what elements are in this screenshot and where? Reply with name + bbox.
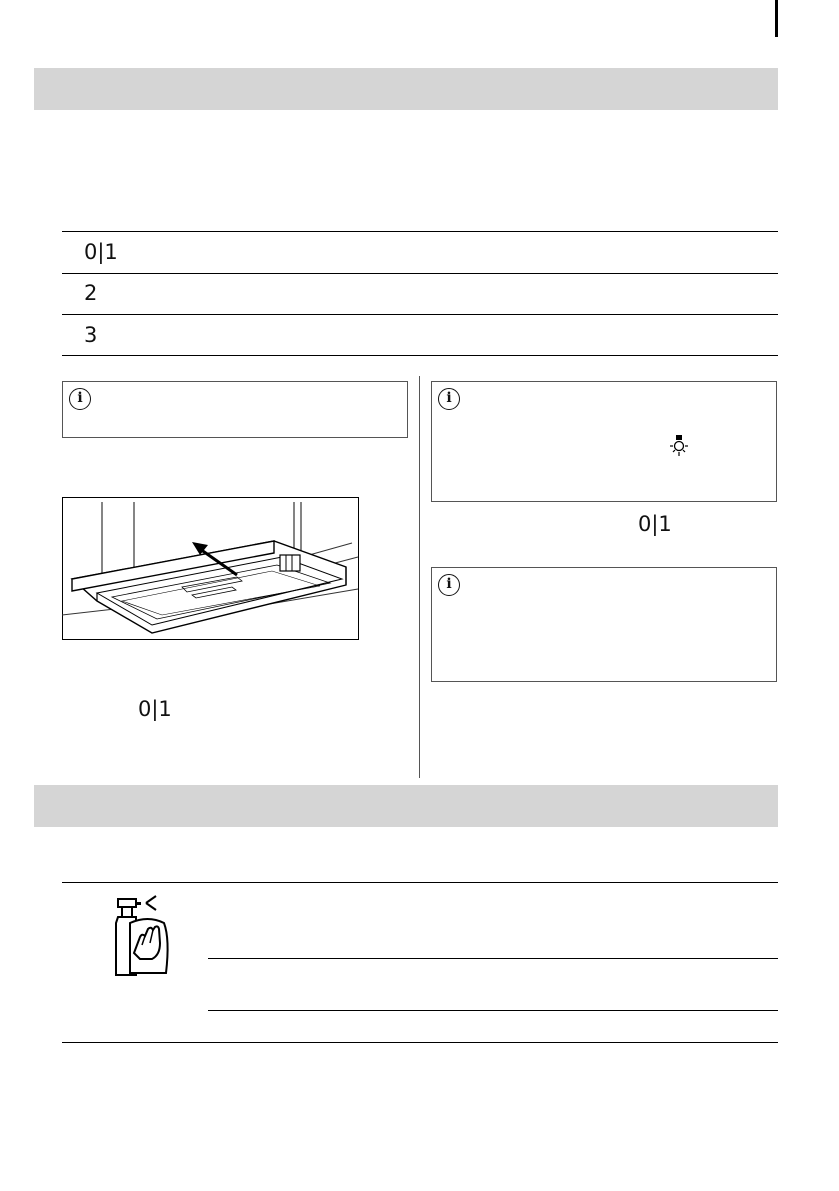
symbol-speed-2: 2 [84,281,98,305]
table-rule [62,1042,778,1043]
hood-extraction-illustration [62,497,359,640]
info-icon: i [69,388,91,410]
info-box-left [62,381,408,438]
light-bulb-icon [668,434,690,458]
table-rule [208,958,778,959]
crop-mark [775,0,778,37]
info-box-right-2 [431,567,777,682]
symbol-on-off-inline: 0|1 [638,512,672,536]
section-header-band-2 [34,785,778,827]
table-rule [208,1010,778,1011]
column-divider [419,376,420,778]
info-box-right-1 [431,381,777,502]
spray-and-cloth-icon [108,893,172,977]
table-rule [62,355,778,356]
table-rule [62,231,778,232]
info-icon: i [438,574,460,596]
table-rule [62,314,778,315]
section-header-band-1 [34,68,778,110]
symbol-speed-3: 3 [84,323,98,347]
info-icon: i [438,388,460,410]
table-rule [62,273,778,274]
table-rule [62,882,778,883]
symbol-on-off: 0|1 [84,240,118,264]
symbol-on-off-inline: 0|1 [138,697,172,721]
